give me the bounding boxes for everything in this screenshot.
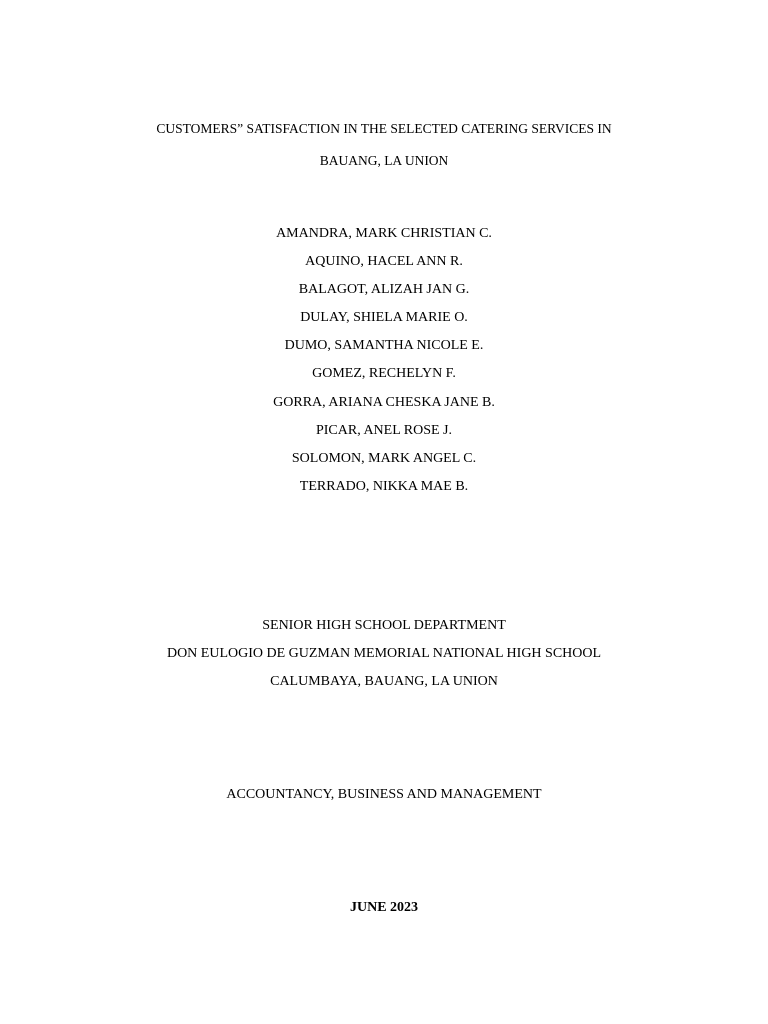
title-line-1: CUSTOMERS” SATISFACTION IN THE SELECTED CATERING SERVICES IN bbox=[156, 121, 612, 136]
author-name: PICAR, ANEL ROSE J. bbox=[315, 423, 452, 438]
author-name: BALAGOT, ALIZAH JAN G. bbox=[298, 282, 470, 297]
author-name: DULAY, SHIELA MARIE O. bbox=[300, 310, 468, 325]
author-name: TERRADO, NIKKA MAE B. bbox=[299, 479, 469, 494]
author-name: DUMO, SAMANTHA NICOLE E. bbox=[284, 338, 484, 353]
author-name: AMANDRA, MARK CHRISTIAN C. bbox=[276, 226, 492, 241]
submission-date: JUNE 2023 bbox=[349, 900, 419, 915]
author-name: GOMEZ, RECHELYN F. bbox=[312, 366, 456, 381]
school-location: CALUMBAYA, BAUANG, LA UNION bbox=[270, 674, 498, 689]
title-line-2: BAUANG, LA UNION bbox=[319, 153, 449, 168]
school-name: DON EULOGIO DE GUZMAN MEMORIAL NATIONAL HIGH SCHOOL bbox=[166, 646, 602, 661]
department-name: SENIOR HIGH SCHOOL DEPARTMENT bbox=[262, 618, 506, 633]
strand-name: ACCOUNTANCY, BUSINESS AND MANAGEMENT bbox=[226, 787, 542, 802]
author-name: AQUINO, HACEL ANN R. bbox=[305, 254, 463, 269]
author-name: GORRA, ARIANA CHESKA JANE B. bbox=[273, 395, 495, 410]
author-name: SOLOMON, MARK ANGEL C. bbox=[291, 451, 477, 466]
